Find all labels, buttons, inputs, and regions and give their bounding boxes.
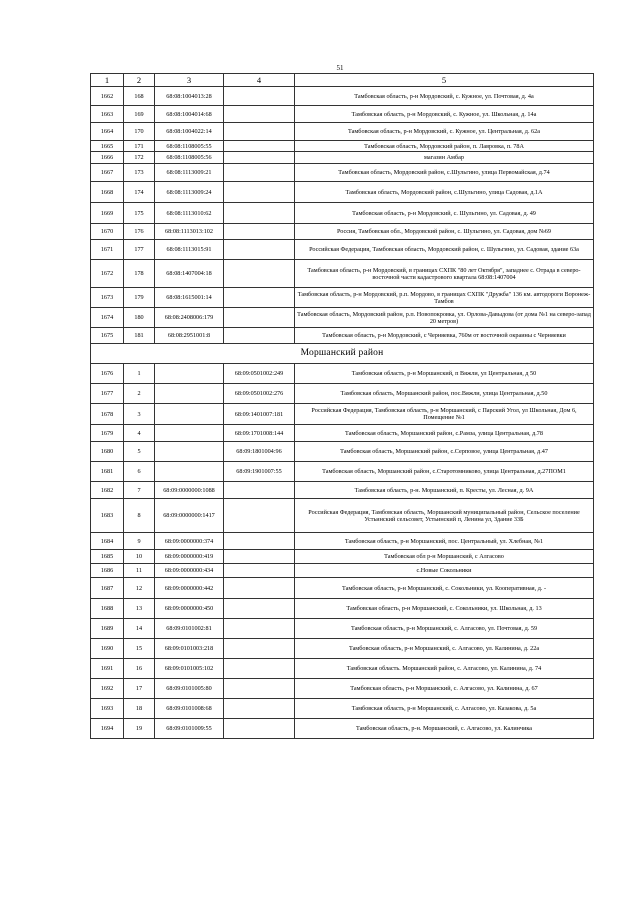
premises-cadastral-number: 68:09:1801004:96 <box>224 442 295 462</box>
cadastral-number: 68:09:0101003:218 <box>155 639 224 659</box>
row-number: 1668 <box>91 182 124 203</box>
row-local-number: 172 <box>124 152 155 164</box>
address-cell: Тамбовская область, р-н Мордовский, с. Кужное, ул. Почтовая, д. 4а <box>295 87 594 106</box>
cadastral-number: 68:09:0000000:434 <box>155 564 224 578</box>
cadastral-number: 68:08:1113009:21 <box>155 164 224 182</box>
cadastral-number: 68:08:1004013:28 <box>155 87 224 106</box>
row-local-number: 8 <box>124 499 155 533</box>
cadastral-number: 68:08:1004022:14 <box>155 123 224 141</box>
row-local-number: 9 <box>124 533 155 550</box>
row-local-number: 173 <box>124 164 155 182</box>
row-local-number: 181 <box>124 328 155 344</box>
table-row <box>91 364 594 384</box>
row-local-number: 176 <box>124 224 155 240</box>
cadastral-number: 68:09:0000000:450 <box>155 599 224 619</box>
row-local-number: 12 <box>124 578 155 599</box>
table-row <box>91 550 594 564</box>
premises-cadastral-number <box>224 240 295 260</box>
premises-cadastral-number <box>224 182 295 203</box>
premises-cadastral-number <box>224 578 295 599</box>
premises-cadastral-number <box>224 639 295 659</box>
address-cell: Тамбовская область, р-н Мордовский, в границах СХПК "80 лет Октября", западнее с. Отрада в северо-восточной части кадастрового квартала 68:08:1407004 <box>295 260 594 288</box>
row-number: 1671 <box>91 240 124 260</box>
cadastral-number: 68:08:1113009:24 <box>155 182 224 203</box>
address-cell: Тамбовская область, р-н. Моршанский, с. Алгасово, ул. Калинчика <box>295 719 594 739</box>
table-row <box>91 599 594 619</box>
header-row <box>91 74 594 87</box>
address-cell: Российская Федерация, Тамбовская область, Моршанский муниципальный район, Сельское поселение Устьинский сельсовет, Устьинский п, Ленина ул, Здание 33Б <box>295 499 594 533</box>
row-number: 1684 <box>91 533 124 550</box>
section-row <box>91 344 594 364</box>
address-cell: Тамбовская область, р-н Моршанский, с. Сокольники, ул. Школьная, д. 13 <box>295 599 594 619</box>
column-header: 2 <box>124 74 155 87</box>
table-row <box>91 152 594 164</box>
premises-cadastral-number <box>224 164 295 182</box>
cadastral-number: 68:08:1113010:62 <box>155 203 224 224</box>
table-row <box>91 384 594 404</box>
cadastral-number <box>155 364 224 384</box>
address-cell: Тамбовская область, р-н Моршанский, с. Алгасово, ул. Калинина, д. 67 <box>295 679 594 699</box>
row-local-number: 174 <box>124 182 155 203</box>
address-cell: Тамбовская область, р-н Моршанский, с. Алгасово, ул. Калинина, д. 22а <box>295 639 594 659</box>
address-cell: Тамбовская область, Мордовский район, с.Шульгино, улица Первомайская, д.74 <box>295 164 594 182</box>
row-number: 1694 <box>91 719 124 739</box>
premises-cadastral-number <box>224 328 295 344</box>
table-row <box>91 533 594 550</box>
premises-cadastral-number <box>224 564 295 578</box>
premises-cadastral-number <box>224 308 295 328</box>
cadastral-number: 68:09:0101005:102 <box>155 659 224 679</box>
cadastral-number: 68:08:1108005:56 <box>155 152 224 164</box>
premises-cadastral-number <box>224 599 295 619</box>
row-local-number: 5 <box>124 442 155 462</box>
row-local-number: 18 <box>124 699 155 719</box>
row-local-number: 180 <box>124 308 155 328</box>
row-number: 1690 <box>91 639 124 659</box>
row-number: 1669 <box>91 203 124 224</box>
premises-cadastral-number <box>224 699 295 719</box>
table-row <box>91 679 594 699</box>
premises-cadastral-number <box>224 499 295 533</box>
cadastral-number: 68:09:0000000:374 <box>155 533 224 550</box>
row-local-number: 170 <box>124 123 155 141</box>
address-cell: Тамбовская область, р-н Моршанский, с. Алгасово, ул. Почтовая, д. 59 <box>295 619 594 639</box>
row-local-number: 179 <box>124 288 155 308</box>
table-row <box>91 164 594 182</box>
column-header: 1 <box>91 74 124 87</box>
table-row <box>91 442 594 462</box>
premises-cadastral-number <box>224 288 295 308</box>
row-local-number: 16 <box>124 659 155 679</box>
cadastral-number: 68:08:1108005:55 <box>155 141 224 152</box>
premises-cadastral-number: 68:09:1401007:181 <box>224 404 295 425</box>
address-cell: Тамбовская область, р-н Моршанский, пос. Центральный, ул. Хлебная, №1 <box>295 533 594 550</box>
table-row <box>91 87 594 106</box>
table-row <box>91 619 594 639</box>
table-row <box>91 404 594 425</box>
page-number: 51 <box>336 64 344 72</box>
cadastral-number: 68:08:2951001:8 <box>155 328 224 344</box>
cadastral-number: 68:09:0101002:81 <box>155 619 224 639</box>
address-cell: Тамбовская область, Мордовский район, р.п. Новопокровка, ул. Орлова-Давыдова (от дома №1 на северо-запад 20 метров) <box>295 308 594 328</box>
row-local-number: 171 <box>124 141 155 152</box>
premises-cadastral-number <box>224 533 295 550</box>
address-cell: Тамбовская область, Моршанский район, с.Рамза, улица Центральная, д.78 <box>295 425 594 442</box>
cadastral-number: 68:08:1004014:68 <box>155 106 224 123</box>
premises-cadastral-number: 68:09:1901007:55 <box>224 462 295 482</box>
table-row <box>91 639 594 659</box>
row-number: 1691 <box>91 659 124 679</box>
premises-cadastral-number <box>224 203 295 224</box>
row-number: 1666 <box>91 152 124 164</box>
cadastral-number: 68:09:0000000:1417 <box>155 499 224 533</box>
address-cell: Тамбовская область, р-н Мордовский, с. Кужное, ул. Центральная, д. 62а <box>295 123 594 141</box>
table-row <box>91 699 594 719</box>
cadastral-number: 68:08:1113013:102 <box>155 224 224 240</box>
cadastral-number <box>155 384 224 404</box>
rows-morshansky <box>91 364 594 739</box>
row-number: 1686 <box>91 564 124 578</box>
row-number: 1680 <box>91 442 124 462</box>
cadastral-number: 68:09:0101005:80 <box>155 679 224 699</box>
row-local-number: 2 <box>124 384 155 404</box>
premises-cadastral-number <box>224 87 295 106</box>
address-cell: Тамбовская область, р-н. Моршанский, п. Кресты, ул. Лесная, д. 9А <box>295 482 594 499</box>
row-number: 1687 <box>91 578 124 599</box>
row-number: 1692 <box>91 679 124 699</box>
row-number: 1685 <box>91 550 124 564</box>
row-local-number: 177 <box>124 240 155 260</box>
address-cell: Тамбовская область, Моршанский район, с.Старотомниково, улица Центральная, д.27ПОМ1 <box>295 462 594 482</box>
column-header: 4 <box>224 74 295 87</box>
address-cell: Тамбовская область, р-н Мордовский, с. Кужное, ул. Школьная, д. 14а <box>295 106 594 123</box>
cadastral-number: 68:08:2408006:179 <box>155 308 224 328</box>
section-block <box>91 344 594 364</box>
cadastral-number <box>155 404 224 425</box>
premises-cadastral-number <box>224 224 295 240</box>
cadastral-number: 68:09:0101009:55 <box>155 719 224 739</box>
address-cell: с.Новые Сокольники <box>295 564 594 578</box>
address-cell: Тамбовская область, р-н Моршанский, с. Алгасово, ул. Казакова, д. 5а <box>295 699 594 719</box>
premises-cadastral-number <box>224 260 295 288</box>
row-number: 1688 <box>91 599 124 619</box>
table-row <box>91 123 594 141</box>
table-row <box>91 203 594 224</box>
row-local-number: 169 <box>124 106 155 123</box>
address-cell: Тамбовская область, Мордовский район, п. Лавровка, п. 78А <box>295 141 594 152</box>
row-number: 1679 <box>91 425 124 442</box>
row-number: 1662 <box>91 87 124 106</box>
row-number: 1674 <box>91 308 124 328</box>
premises-cadastral-number <box>224 719 295 739</box>
cadastral-number: 68:09:0101008:68 <box>155 699 224 719</box>
address-cell: Тамбовская обл р-н Моршанский, с Алгасово <box>295 550 594 564</box>
table-row <box>91 260 594 288</box>
cadastral-number: 68:09:0000000:442 <box>155 578 224 599</box>
cadastral-number: 68:08:1615001:14 <box>155 288 224 308</box>
cadastral-number: 68:08:1407004:18 <box>155 260 224 288</box>
row-local-number: 3 <box>124 404 155 425</box>
table-row <box>91 499 594 533</box>
address-cell: Тамбовская область, Моршанский район, пос.Вяжли, улица Центральная, д.50 <box>295 384 594 404</box>
rows-mordovsky <box>91 87 594 344</box>
row-number: 1681 <box>91 462 124 482</box>
row-local-number: 175 <box>124 203 155 224</box>
row-local-number: 7 <box>124 482 155 499</box>
table-row <box>91 224 594 240</box>
row-local-number: 14 <box>124 619 155 639</box>
premises-cadastral-number: 68:09:1701008:144 <box>224 425 295 442</box>
row-number: 1664 <box>91 123 124 141</box>
premises-cadastral-number: 68:09:0501002:276 <box>224 384 295 404</box>
table-row <box>91 106 594 123</box>
row-number: 1665 <box>91 141 124 152</box>
premises-cadastral-number <box>224 550 295 564</box>
row-local-number: 6 <box>124 462 155 482</box>
cadastral-number <box>155 442 224 462</box>
cadastral-number: 68:08:1113015:91 <box>155 240 224 260</box>
cadastral-number: 68:09:0000000:1088 <box>155 482 224 499</box>
table-row <box>91 564 594 578</box>
address-cell: Тамбовская область, Моршанский район, с.Серповое, улица Центральная, д.47 <box>295 442 594 462</box>
row-number: 1675 <box>91 328 124 344</box>
table-row <box>91 328 594 344</box>
row-number: 1689 <box>91 619 124 639</box>
section-title: Моршанский район <box>91 344 594 364</box>
cadastral-number <box>155 462 224 482</box>
premises-cadastral-number <box>224 679 295 699</box>
cadastral-number: 68:09:0000000:419 <box>155 550 224 564</box>
address-cell: Тамбовская область, р-н Моршанский, п Вяжли, ул Центральная, д 50 <box>295 364 594 384</box>
row-local-number: 17 <box>124 679 155 699</box>
cadastral-number <box>155 425 224 442</box>
row-number: 1676 <box>91 364 124 384</box>
row-local-number: 4 <box>124 425 155 442</box>
row-local-number: 178 <box>124 260 155 288</box>
column-header: 3 <box>155 74 224 87</box>
row-number: 1667 <box>91 164 124 182</box>
premises-cadastral-number: 68:09:0501002:249 <box>224 364 295 384</box>
registry-table <box>90 73 594 739</box>
row-number: 1683 <box>91 499 124 533</box>
row-number: 1678 <box>91 404 124 425</box>
premises-cadastral-number <box>224 482 295 499</box>
address-cell: Тамбовская область, р-н Мордовский, с Черняевка, 760м от восточной окраины с Черняевки <box>295 328 594 344</box>
premises-cadastral-number <box>224 106 295 123</box>
address-cell: Тамбовская область, р-н Мордовский, р.п. Мордово, в границах СХПК "Дружба" 136 км. автодороги Воронеж-Тамбов <box>295 288 594 308</box>
row-number: 1693 <box>91 699 124 719</box>
premises-cadastral-number <box>224 152 295 164</box>
row-local-number: 168 <box>124 87 155 106</box>
table-row <box>91 482 594 499</box>
row-number: 1672 <box>91 260 124 288</box>
row-local-number: 11 <box>124 564 155 578</box>
row-local-number: 15 <box>124 639 155 659</box>
column-header: 5 <box>295 74 594 87</box>
table-row <box>91 141 594 152</box>
table-row <box>91 578 594 599</box>
table-row <box>91 240 594 260</box>
premises-cadastral-number <box>224 141 295 152</box>
address-cell: Российская Федерация, Тамбовская область, Мордовский район, с. Шульгино, ул. Садовая, здание 63а <box>295 240 594 260</box>
row-number: 1673 <box>91 288 124 308</box>
row-local-number: 19 <box>124 719 155 739</box>
premises-cadastral-number <box>224 619 295 639</box>
address-cell: Тамбовская область, р-н Мордовский, с. Шульгино, ул. Садовая, д. 49 <box>295 203 594 224</box>
address-cell: Российская Федерация, Тамбовская область, р-н Моршанский, с Парский Угол, ул Школьная, Дом 6, Помещение №1 <box>295 404 594 425</box>
table-row <box>91 308 594 328</box>
address-cell: Тамбовская область, р-н Моршанский, с. Сокольники, ул. Кооперативная, д. - <box>295 578 594 599</box>
table-row <box>91 425 594 442</box>
table-row <box>91 182 594 203</box>
table-row <box>91 462 594 482</box>
row-local-number: 10 <box>124 550 155 564</box>
premises-cadastral-number <box>224 123 295 141</box>
address-cell: магазин Амбар <box>295 152 594 164</box>
row-number: 1677 <box>91 384 124 404</box>
table-row <box>91 288 594 308</box>
address-cell: Тамбовская область. Моршанский район, с. Алгасово, ул. Калинина, д. 74 <box>295 659 594 679</box>
row-local-number: 1 <box>124 364 155 384</box>
table-row <box>91 659 594 679</box>
row-number: 1670 <box>91 224 124 240</box>
table-row <box>91 719 594 739</box>
row-number: 1663 <box>91 106 124 123</box>
premises-cadastral-number <box>224 659 295 679</box>
row-local-number: 13 <box>124 599 155 619</box>
address-cell: Россия, Тамбовская обл., Мордовский район, с. Шульгино, ул. Садовая, дом №69 <box>295 224 594 240</box>
row-number: 1682 <box>91 482 124 499</box>
address-cell: Тамбовская область, Мордовский район, с.Шульгино, улица Садовая, д.1А <box>295 182 594 203</box>
